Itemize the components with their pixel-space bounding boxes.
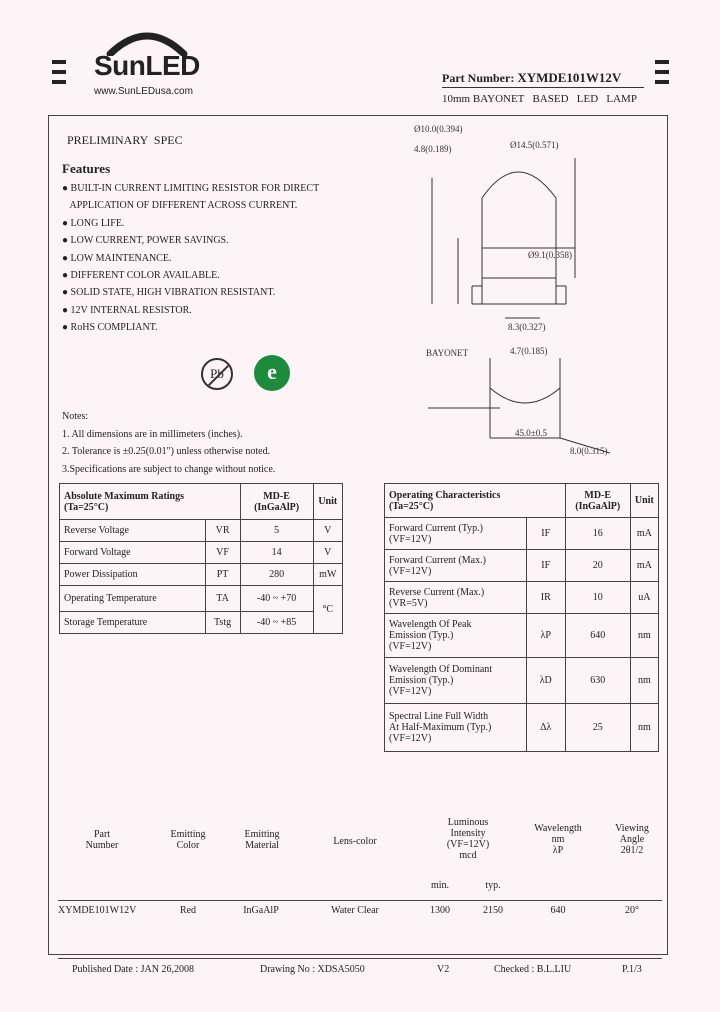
brand-website: www.SunLEDusa.com xyxy=(94,86,193,97)
abs-max-title: Absolute Maximum Ratings (Ta=25°C) xyxy=(60,484,241,520)
footer-page: P.1/3 xyxy=(622,964,642,975)
note-item: 1. All dimensions are in millimeters (inches). xyxy=(62,428,243,440)
dim-label: 4.7(0.185) xyxy=(510,346,548,356)
rohs-badge-icon: e xyxy=(254,355,290,391)
part-number-value: XYMDE101W12V xyxy=(517,70,622,85)
col-header-part: Part Number xyxy=(85,829,119,851)
table-row: Wavelength Of Peak Emission (Typ.) (VF=12V) λP 640 nm xyxy=(385,614,659,658)
feature-item: ● SOLID STATE, HIGH VIBRATION RESISTANT. xyxy=(62,287,276,299)
table-row: Operating Temperature TA -40 ~ +70 °C xyxy=(60,586,343,612)
table-row: Wavelength Of Dominant Emission (Typ.) (VF=12V) λD 630 nm xyxy=(385,658,659,704)
dim-label: 45.0±0.5 xyxy=(515,428,547,438)
col-header-luminous: Luminous Intensity (VF=12V) mcd xyxy=(446,817,490,861)
dimension-drawing xyxy=(410,118,650,468)
op-char-table xyxy=(384,483,659,752)
op-char-title: Operating Characteristics (Ta=25°C) xyxy=(385,484,566,518)
product-subtitle: 10mm BAYONET BASED LED LAMP xyxy=(442,93,637,105)
footer-drawing: Drawing No : XDSA5050 xyxy=(260,964,365,975)
spec-status: PRELIMINARY SPEC xyxy=(67,133,183,147)
table-row: Forward Voltage VF 14 V xyxy=(60,542,343,564)
notes-block xyxy=(62,408,275,478)
col-header-lens: Lens-color xyxy=(333,836,377,847)
dim-label: Ø14.5(0.571) xyxy=(510,140,559,150)
feature-item: ● LOW MAINTENANCE. xyxy=(62,252,172,264)
footer-checked: Checked : B.L.LIU xyxy=(494,964,572,975)
col-header-angle: Viewing Angle 2θ1/2 xyxy=(615,823,649,856)
header-underline xyxy=(442,87,644,88)
abs-max-part-col: MD-E (InGaAlP) xyxy=(240,484,313,520)
left-margin-marks xyxy=(52,60,66,90)
table-row: Storage Temperature Tstg -40 ~ +85 xyxy=(60,612,343,634)
table-row: Reverse Voltage VR 5 V xyxy=(60,520,343,542)
table-row: Spectral Line Full Width At Half-Maximum (Typ.) (VF=12V) Δλ 25 nm xyxy=(385,704,659,752)
feature-item: APPLICATION OF DIFFERENT ACROSS CURRENT. xyxy=(69,200,298,212)
op-char-unit-col: Unit xyxy=(630,484,658,518)
footer-rule xyxy=(58,958,662,959)
abs-max-unit-col: Unit xyxy=(313,484,342,520)
col-header-emit-material: Emitting Material xyxy=(244,829,280,851)
notes-title: Notes: xyxy=(62,411,89,422)
table-row: Power Dissipation PT 280 mW xyxy=(60,564,343,586)
col-header-lum-typ: typ. xyxy=(485,880,501,891)
footer-version: V2 xyxy=(437,964,450,975)
abs-max-table xyxy=(59,483,343,634)
dim-label: BAYONET xyxy=(426,348,469,358)
part-table-rule xyxy=(58,900,662,901)
features-title: Features xyxy=(62,161,111,176)
feature-item: ● BUILT-IN CURRENT LIMITING RESISTOR FOR DIRECT xyxy=(62,183,320,194)
note-item: 3.Specifications are subject to change without notice. xyxy=(62,463,276,475)
feature-item: ● RoHS COMPLIANT. xyxy=(62,322,158,334)
feature-item: ● 12V INTERNAL RESISTOR. xyxy=(62,304,192,316)
col-header-lum-min: min. xyxy=(430,880,450,891)
op-char-part-col: MD-E (InGaAlP) xyxy=(565,484,630,518)
table-row: Forward Current (Typ.) (VF=12V) IF 16 mA xyxy=(385,518,659,550)
dim-label: 8.0(0.315) xyxy=(570,446,608,456)
feature-item: ● DIFFERENT COLOR AVAILABLE. xyxy=(62,270,220,282)
table-row: Forward Current (Max.) (VF=12V) IF 20 mA xyxy=(385,550,659,582)
part-number-label: Part Number: xyxy=(442,71,515,85)
footer-published: Published Date : JAN 26,2008 xyxy=(72,964,194,975)
dim-label: Ø9.1(0.358) xyxy=(528,250,572,260)
col-header-wavelength: Wavelength nm λP xyxy=(534,823,582,856)
pb-free-badge-icon: Pb xyxy=(201,358,233,390)
feature-item: ● LONG LIFE. xyxy=(62,217,125,229)
dim-label: 4.8(0.189) xyxy=(414,144,452,154)
col-header-emit-color: Emitting Color xyxy=(170,829,206,851)
features-list xyxy=(62,180,319,337)
feature-item: ● LOW CURRENT, POWER SAVINGS. xyxy=(62,235,229,247)
right-margin-marks xyxy=(655,60,669,90)
brand-logo: SunLED xyxy=(94,50,200,81)
table-row: Reverse Current (Max.) (VR=5V) IR 10 uA xyxy=(385,582,659,614)
part-number-header xyxy=(442,70,621,86)
dim-label: 8.3(0.327) xyxy=(508,322,546,332)
dim-label: Ø10.0(0.394) xyxy=(414,124,463,134)
note-item: 2. Tolerance is ±0.25(0.01") unless otherwise noted. xyxy=(62,446,271,457)
